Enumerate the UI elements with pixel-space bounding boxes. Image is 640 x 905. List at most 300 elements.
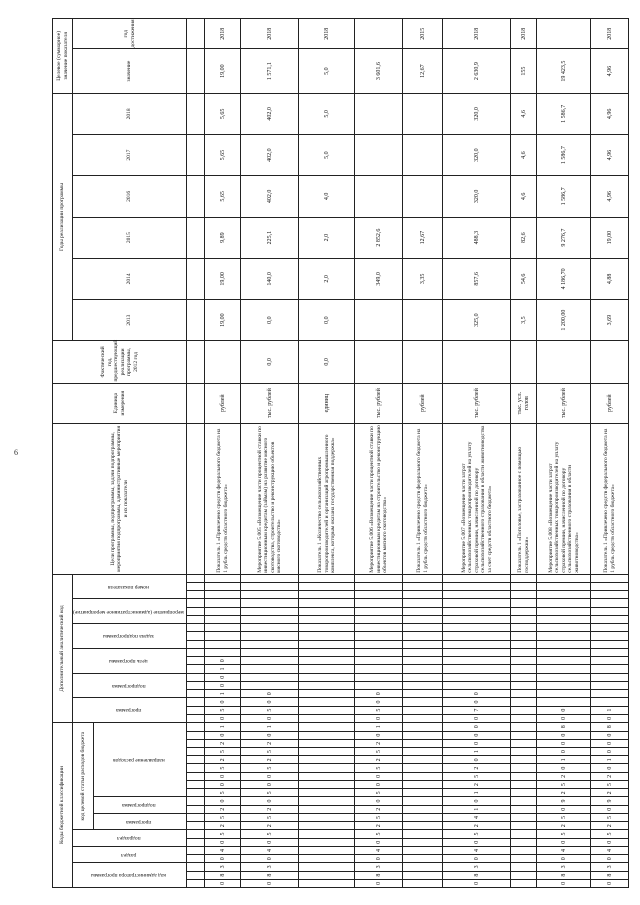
code-digit bbox=[187, 681, 205, 689]
code-digit bbox=[403, 772, 443, 780]
table-row bbox=[591, 19, 629, 888]
code-digit bbox=[591, 698, 629, 706]
code-digit: 5 bbox=[537, 830, 591, 838]
code-digit: 0 bbox=[205, 780, 241, 788]
row-description bbox=[187, 423, 205, 574]
row-value-2017: 4,6 bbox=[511, 135, 537, 176]
code-digit bbox=[591, 640, 629, 648]
code-digit: 1 bbox=[205, 665, 241, 673]
row-value-2014: 4,88 bbox=[591, 258, 629, 299]
code-digit bbox=[299, 863, 355, 871]
code-digit bbox=[591, 607, 629, 615]
code-digit: 0 bbox=[443, 739, 511, 747]
row-unit: рублей bbox=[591, 383, 629, 423]
code-digit bbox=[299, 665, 355, 673]
code-digit bbox=[187, 706, 205, 714]
code-digit bbox=[403, 789, 443, 797]
code-digit: 5 bbox=[241, 764, 299, 772]
code-digit: 2 bbox=[537, 789, 591, 797]
code-digit bbox=[355, 673, 403, 681]
code-digit bbox=[511, 657, 537, 665]
code-digit: 3 bbox=[537, 863, 591, 871]
code-digit bbox=[187, 583, 205, 591]
code-digit: 5 bbox=[537, 813, 591, 821]
code-digit bbox=[537, 632, 591, 640]
row-unit: тыс. рублей bbox=[443, 383, 511, 423]
code-digit bbox=[299, 748, 355, 756]
code-digit bbox=[241, 640, 299, 648]
code-digit: 0 bbox=[355, 780, 403, 788]
code-digit: 3 bbox=[241, 863, 299, 871]
code-digit bbox=[511, 574, 537, 582]
code-digit: 5 bbox=[205, 813, 241, 821]
code-digit: 0 bbox=[443, 797, 511, 805]
code-digit bbox=[187, 789, 205, 797]
table-row bbox=[241, 19, 299, 888]
code-digit: 5 bbox=[205, 764, 241, 772]
code-digit bbox=[403, 591, 443, 599]
code-digit: 0 bbox=[355, 855, 403, 863]
header-a-zadacha bbox=[73, 624, 187, 649]
code-digit bbox=[403, 624, 443, 632]
code-digit: 1 bbox=[443, 789, 511, 797]
code-digit: 0 bbox=[537, 879, 591, 887]
row-target-year: 2015 bbox=[403, 19, 443, 50]
code-digit: 2 bbox=[241, 822, 299, 830]
row-value-2013 bbox=[355, 300, 403, 341]
code-digit bbox=[511, 665, 537, 673]
code-digit bbox=[403, 830, 443, 838]
code-digit bbox=[187, 574, 205, 582]
code-digit bbox=[511, 879, 537, 887]
code-digit bbox=[537, 665, 591, 673]
code-digit bbox=[537, 648, 591, 656]
code-digit bbox=[443, 673, 511, 681]
code-digit: 2 bbox=[537, 822, 591, 830]
code-digit bbox=[187, 772, 205, 780]
row-target-value: 19,00 bbox=[205, 49, 241, 93]
header-analytic-code: Дополнительный аналитический код bbox=[53, 574, 73, 722]
code-digit bbox=[299, 822, 355, 830]
row-value-2015 bbox=[187, 217, 205, 258]
code-digit bbox=[403, 583, 443, 591]
row-description: Мероприятие 5.007 «Возмещение части затрат сельскохозяйственных товаропроизводителей на уплату страховой премии, начисленной по договору сельскохозяйственного страхования в области животноводства за счет средств областного бюджета» bbox=[443, 423, 511, 574]
row-value-2015: 2,0 bbox=[299, 217, 355, 258]
table-row bbox=[443, 19, 511, 888]
header-podrazdel bbox=[73, 830, 187, 846]
code-digit bbox=[591, 583, 629, 591]
code-digit bbox=[299, 607, 355, 615]
code-digit bbox=[187, 648, 205, 656]
header-year-2015: 2015 bbox=[73, 217, 187, 258]
row-value-2014 bbox=[187, 258, 205, 299]
row-value-2016: 402,0 bbox=[241, 176, 299, 217]
row-unit: тыс. рублей bbox=[241, 383, 299, 423]
code-digit bbox=[187, 855, 205, 863]
code-digit bbox=[187, 731, 205, 739]
code-digit bbox=[403, 706, 443, 714]
code-digit bbox=[591, 657, 629, 665]
table-row bbox=[403, 19, 443, 888]
code-digit: 0 bbox=[241, 797, 299, 805]
code-digit: 0 bbox=[355, 690, 403, 698]
code-digit bbox=[511, 748, 537, 756]
code-digit bbox=[187, 599, 205, 607]
row-target-value: 155 bbox=[511, 49, 537, 93]
code-digit: 2 bbox=[537, 772, 591, 780]
code-digit: 2 bbox=[241, 739, 299, 747]
code-digit bbox=[511, 583, 537, 591]
code-digit bbox=[187, 797, 205, 805]
code-digit: 0 bbox=[205, 657, 241, 665]
code-digit: 0 bbox=[205, 698, 241, 706]
row-description: Мероприятие 5.008 «Возмещение части затрат сельскохозяйственных товаропроизводителей на уплату страховой премии, начисленной по договору сельскохозяйственного страхования в области животноводства» bbox=[537, 423, 591, 574]
code-digit bbox=[355, 681, 403, 689]
row-value-2015: 12,67 bbox=[403, 217, 443, 258]
rotated-table-wrapper bbox=[52, 18, 616, 888]
row-value-2016 bbox=[187, 176, 205, 217]
code-digit bbox=[187, 813, 205, 821]
code-digit bbox=[403, 813, 443, 821]
code-digit bbox=[355, 665, 403, 673]
code-digit bbox=[511, 780, 537, 788]
code-digit bbox=[511, 797, 537, 805]
code-digit: 0 bbox=[205, 855, 241, 863]
code-digit: 5 bbox=[591, 813, 629, 821]
code-digit: 0 bbox=[241, 714, 299, 722]
code-digit bbox=[511, 739, 537, 747]
code-digit bbox=[511, 599, 537, 607]
row-actual-2012 bbox=[591, 341, 629, 383]
code-digit bbox=[511, 838, 537, 846]
row-value-2013: 0,0 bbox=[241, 300, 299, 341]
row-description: Мероприятие 5.005 «Возмещение части процентной ставки по инвестиционным кредитам (займам) на развитие мясного скотоводства, строительство и реконструкцию объектов мясного скотоводства» bbox=[241, 423, 299, 574]
code-digit: 0 bbox=[591, 805, 629, 813]
header-year-2016: 2016 bbox=[73, 176, 187, 217]
code-digit: 5 bbox=[241, 706, 299, 714]
code-digit bbox=[511, 830, 537, 838]
code-digit bbox=[355, 640, 403, 648]
row-value-2015: 488,3 bbox=[443, 217, 511, 258]
code-digit: 4 bbox=[205, 846, 241, 854]
code-digit bbox=[241, 665, 299, 673]
code-digit: 3 bbox=[591, 863, 629, 871]
code-digit bbox=[511, 607, 537, 615]
code-digit: 0 bbox=[443, 855, 511, 863]
code-digit: 5 bbox=[443, 772, 511, 780]
code-digit bbox=[187, 739, 205, 747]
code-digit bbox=[537, 583, 591, 591]
table-row bbox=[299, 19, 355, 888]
header-actual-2012: Фактический год, предшествующий реализации программы, 2012 год bbox=[53, 341, 187, 383]
code-digit bbox=[299, 615, 355, 623]
row-actual-2012 bbox=[355, 341, 403, 383]
code-digit bbox=[299, 764, 355, 772]
code-digit bbox=[511, 681, 537, 689]
row-target-year: 2018 bbox=[591, 19, 629, 50]
row-actual-2012 bbox=[443, 341, 511, 383]
table-row bbox=[511, 19, 537, 888]
code-digit bbox=[355, 607, 403, 615]
code-digit bbox=[299, 648, 355, 656]
table-row bbox=[355, 19, 403, 888]
code-digit: 0 bbox=[355, 714, 403, 722]
code-digit: 2 bbox=[241, 805, 299, 813]
row-value-2018: 1 586,7 bbox=[537, 93, 591, 134]
code-digit: 0 bbox=[355, 731, 403, 739]
code-digit bbox=[591, 599, 629, 607]
code-digit bbox=[403, 607, 443, 615]
code-digit: 3 bbox=[355, 863, 403, 871]
code-digit: 0 bbox=[205, 681, 241, 689]
code-digit: 5 bbox=[355, 764, 403, 772]
code-digit bbox=[511, 591, 537, 599]
row-value-2016: 4,0 bbox=[299, 176, 355, 217]
row-value-2018: 320,0 bbox=[443, 93, 511, 134]
row-actual-2012 bbox=[205, 341, 241, 383]
code-digit: 0 bbox=[537, 714, 591, 722]
header-a-meropriyatie-text: мероприятие (административное мероприятие) bbox=[73, 608, 184, 615]
row-value-2014: 3,35 bbox=[403, 258, 443, 299]
rotated-page bbox=[52, 18, 616, 888]
header-csr-podprogramma-text: подпрограмма bbox=[122, 802, 156, 809]
code-digit bbox=[511, 813, 537, 821]
row-value-2013: 3,69 bbox=[591, 300, 629, 341]
code-digit bbox=[187, 673, 205, 681]
code-digit: 0 bbox=[355, 797, 403, 805]
code-digit: 5 bbox=[355, 789, 403, 797]
code-digit bbox=[591, 690, 629, 698]
code-digit: 1 bbox=[443, 748, 511, 756]
code-digit bbox=[187, 591, 205, 599]
code-digit bbox=[511, 846, 537, 854]
code-digit: 0 bbox=[205, 797, 241, 805]
header-year-2014: 2014 bbox=[73, 258, 187, 299]
code-digit bbox=[241, 574, 299, 582]
code-digit: 4 bbox=[591, 846, 629, 854]
code-digit: 0 bbox=[205, 879, 241, 887]
code-digit: 0 bbox=[591, 764, 629, 772]
code-digit bbox=[537, 690, 591, 698]
code-digit bbox=[443, 681, 511, 689]
row-value-2018: 4,96 bbox=[591, 93, 629, 134]
row-value-2014: 140,0 bbox=[241, 258, 299, 299]
header-a-zadacha-text: задача подпрограммы bbox=[102, 633, 154, 640]
header-admin-code-text: код администратора программы bbox=[90, 872, 166, 879]
code-digit: 0 bbox=[241, 731, 299, 739]
code-digit bbox=[187, 822, 205, 830]
code-digit bbox=[403, 599, 443, 607]
row-value-2017 bbox=[355, 135, 403, 176]
code-digit: 5 bbox=[241, 748, 299, 756]
code-digit: 0 bbox=[591, 714, 629, 722]
code-digit: 1 bbox=[241, 723, 299, 732]
code-digit bbox=[537, 640, 591, 648]
code-digit bbox=[187, 698, 205, 706]
row-actual-2012 bbox=[511, 341, 537, 383]
code-digit: 5 bbox=[355, 830, 403, 838]
row-value-2018: 5,65 bbox=[205, 93, 241, 134]
code-digit bbox=[537, 591, 591, 599]
row-value-2017 bbox=[187, 135, 205, 176]
header-target-group: Целевое (суммарное) значение показателя bbox=[53, 19, 73, 94]
code-digit: 0 bbox=[205, 838, 241, 846]
code-digit bbox=[299, 797, 355, 805]
header-a-pokazatel-text: номер показателя bbox=[107, 583, 149, 590]
row-value-2018 bbox=[403, 93, 443, 134]
row-value-2014: 2,0 bbox=[299, 258, 355, 299]
code-digit bbox=[241, 583, 299, 591]
code-digit bbox=[187, 615, 205, 623]
code-digit: 1 bbox=[537, 756, 591, 764]
code-digit: 0 bbox=[355, 879, 403, 887]
header-razdel-text: раздел bbox=[120, 851, 137, 858]
row-unit: единиц bbox=[299, 383, 355, 423]
code-digit: 0 bbox=[241, 855, 299, 863]
row-description: Мероприятие 5.006 «Возмещение части процентной ставки по инвестиционным кредитам на строительство и реконструкцию объектов мясного скотоводства» bbox=[355, 423, 403, 574]
code-digit bbox=[299, 599, 355, 607]
code-digit: 0 bbox=[241, 690, 299, 698]
code-digit bbox=[537, 615, 591, 623]
code-digit bbox=[299, 632, 355, 640]
header-a-podprogramma bbox=[73, 673, 187, 698]
code-digit bbox=[299, 838, 355, 846]
code-digit: 0 bbox=[443, 756, 511, 764]
code-digit bbox=[511, 690, 537, 698]
header-a-tsel-text: цель программы bbox=[109, 658, 148, 665]
program-indicators-table bbox=[52, 18, 629, 888]
code-digit bbox=[511, 805, 537, 813]
code-digit bbox=[299, 640, 355, 648]
row-value-2016 bbox=[355, 176, 403, 217]
code-digit bbox=[443, 615, 511, 623]
code-digit: 2 bbox=[355, 756, 403, 764]
row-description: Показатель 1 «Привлечено средств федерального бюджета на 1 рубль средств областного бюджета» bbox=[591, 423, 629, 574]
header-podrazdel-text: подраздел bbox=[116, 835, 141, 842]
code-digit bbox=[241, 657, 299, 665]
code-digit bbox=[511, 764, 537, 772]
header-unit: Единица измерения bbox=[53, 383, 187, 423]
code-digit bbox=[537, 574, 591, 582]
code-digit bbox=[187, 838, 205, 846]
code-digit: 2 bbox=[205, 822, 241, 830]
code-digit: 0 bbox=[205, 673, 241, 681]
code-digit: 5 bbox=[205, 830, 241, 838]
code-digit bbox=[187, 756, 205, 764]
code-digit bbox=[403, 714, 443, 722]
code-digit bbox=[355, 657, 403, 665]
row-value-2017: 4,96 bbox=[591, 135, 629, 176]
header-a-programma-text: программа bbox=[115, 707, 142, 714]
header-a-meropriyatie bbox=[73, 599, 187, 624]
code-digit bbox=[511, 855, 537, 863]
row-value-2018 bbox=[355, 93, 403, 134]
code-digit: 5 bbox=[205, 706, 241, 714]
code-digit bbox=[355, 583, 403, 591]
header-admin-code bbox=[73, 863, 187, 888]
header-csr-napravlenie-text: направление расходов bbox=[113, 756, 165, 763]
code-digit: 0 bbox=[537, 748, 591, 756]
code-digit bbox=[241, 615, 299, 623]
header-razdel bbox=[73, 846, 187, 862]
code-digit bbox=[205, 615, 241, 623]
row-actual-2012 bbox=[187, 341, 205, 383]
code-digit bbox=[443, 665, 511, 673]
code-digit: 1 bbox=[355, 723, 403, 732]
code-digit: 0 bbox=[591, 748, 629, 756]
header-target-article: код целевой статьи расходов бюджета bbox=[73, 723, 94, 830]
code-digit bbox=[443, 599, 511, 607]
code-digit bbox=[403, 780, 443, 788]
row-value-2013: 19,00 bbox=[205, 300, 241, 341]
code-digit: 8 bbox=[591, 871, 629, 879]
row-value-2013: 325,0 bbox=[443, 300, 511, 341]
row-value-2014: 349,0 bbox=[355, 258, 403, 299]
code-digit bbox=[511, 789, 537, 797]
code-digit: 3 bbox=[205, 863, 241, 871]
code-digit: 2 bbox=[205, 739, 241, 747]
code-digit: 0 bbox=[591, 731, 629, 739]
code-digit: 0 bbox=[443, 714, 511, 722]
code-digit bbox=[241, 673, 299, 681]
row-target-value: 19 423,5 bbox=[537, 49, 591, 93]
code-digit bbox=[241, 681, 299, 689]
code-digit bbox=[299, 723, 355, 732]
row-value-2018: 5,0 bbox=[299, 93, 355, 134]
code-digit bbox=[537, 624, 591, 632]
code-digit: 2 bbox=[241, 756, 299, 764]
code-digit bbox=[355, 648, 403, 656]
code-digit bbox=[355, 632, 403, 640]
code-digit bbox=[355, 624, 403, 632]
code-digit bbox=[299, 574, 355, 582]
code-digit bbox=[537, 673, 591, 681]
code-digit bbox=[299, 731, 355, 739]
row-target-year: 2018 bbox=[299, 19, 355, 50]
code-digit bbox=[591, 615, 629, 623]
row-value-2013 bbox=[403, 300, 443, 341]
code-digit bbox=[241, 648, 299, 656]
row-value-2016: 1 586,7 bbox=[537, 176, 591, 217]
code-digit: 4 bbox=[241, 846, 299, 854]
code-digit bbox=[537, 698, 591, 706]
code-digit bbox=[511, 698, 537, 706]
row-actual-2012 bbox=[403, 341, 443, 383]
code-digit bbox=[205, 640, 241, 648]
header-years-group: Годы реализации программы bbox=[53, 93, 73, 341]
code-digit bbox=[299, 813, 355, 821]
code-digit bbox=[403, 731, 443, 739]
code-digit: 0 bbox=[537, 764, 591, 772]
code-digit bbox=[299, 690, 355, 698]
code-digit bbox=[443, 591, 511, 599]
code-digit bbox=[511, 673, 537, 681]
code-digit bbox=[511, 756, 537, 764]
code-digit bbox=[299, 805, 355, 813]
code-digit: 2 bbox=[355, 822, 403, 830]
code-digit bbox=[187, 624, 205, 632]
code-digit bbox=[511, 731, 537, 739]
code-digit: 1 bbox=[591, 756, 629, 764]
code-digit: 0 bbox=[537, 731, 591, 739]
row-value-2016: 5,65 bbox=[205, 176, 241, 217]
code-digit: 7 bbox=[443, 706, 511, 714]
code-digit bbox=[403, 846, 443, 854]
code-digit bbox=[403, 632, 443, 640]
code-digit bbox=[511, 714, 537, 722]
header-a-podprogramma-text: подпрограмма bbox=[111, 682, 146, 689]
header-target-year: год достижения bbox=[73, 19, 187, 50]
